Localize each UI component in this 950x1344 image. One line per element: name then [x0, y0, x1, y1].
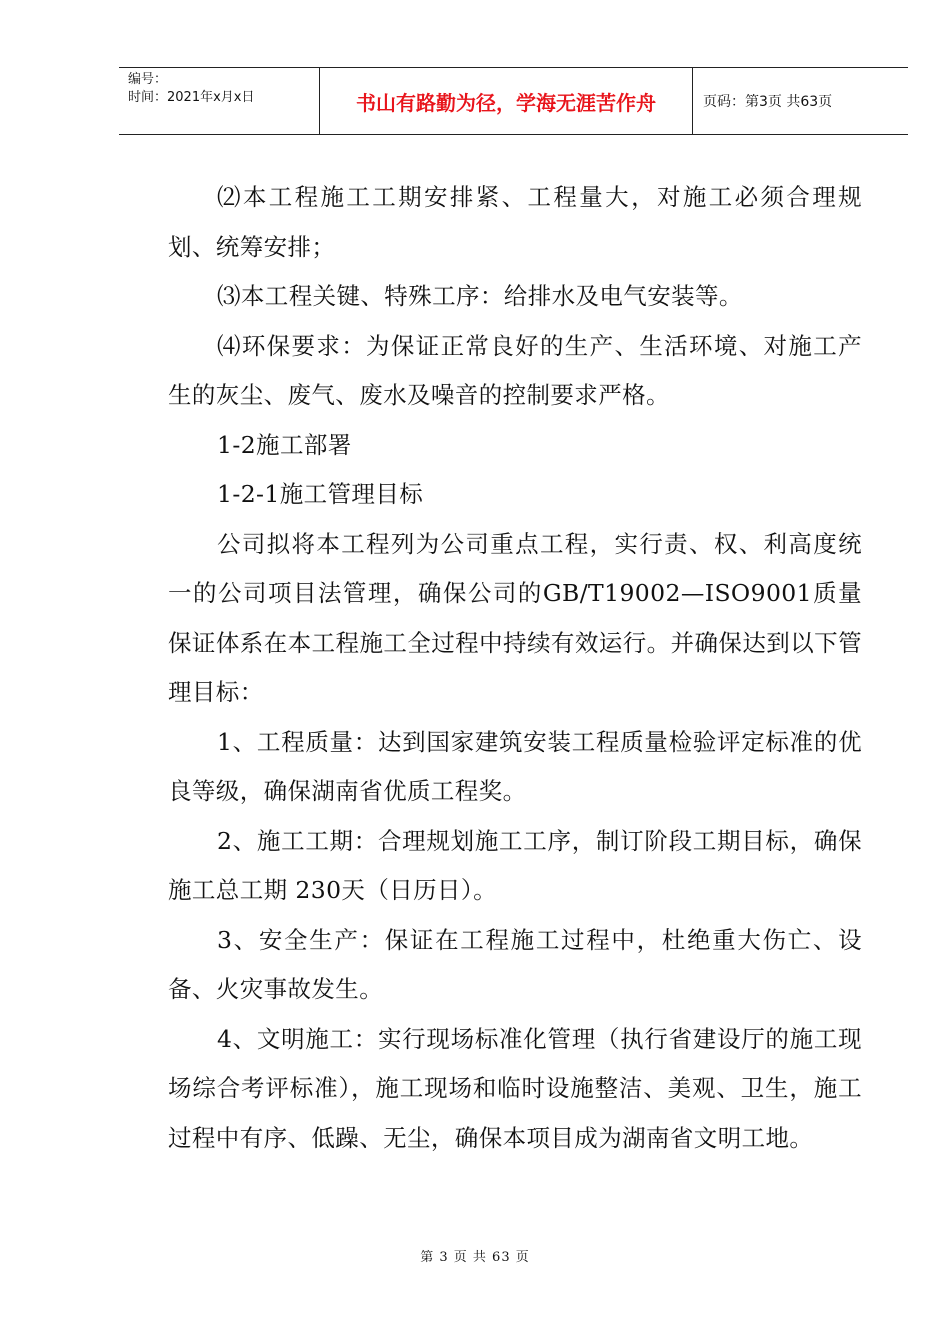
paragraph-key-processes: ⑶本工程关键、特殊工序：给排水及电气安装等。: [217, 282, 743, 310]
goal-schedule: 2、施工工期：合理规划施工工序，制订阶段工期目标，确保施工总工期 230天（日历日）。: [168, 826, 862, 904]
paragraph-construction-period: ⑵本工程施工工期安排紧、工程量大，对施工必须合理规划、统筹安排；: [168, 183, 862, 261]
document-header: [119, 67, 908, 135]
page-footer: 第 3 页 共 63 页: [420, 1250, 530, 1265]
goal-quality: 1、工程质量：达到国家建筑安装工程质量检验评定标准的优良等级，确保湖南省优质工程奖。: [168, 727, 862, 805]
header-number-label: 编号：: [128, 72, 168, 87]
paragraph-project-management: 公司拟将本工程列为公司重点工程，实行责、权、利高度统一的公司项目法管理，确保公司的GB/T19002—ISO9001质量保证体系在本工程施工全过程中持续有效运行。并确保达到以下管理目标：: [168, 529, 862, 706]
header-meta: [119, 68, 320, 134]
paragraph-environmental-requirements: ⑷环保要求：为保证正常良好的生产、生活环境、对施工产生的灰尘、废气、废水及噪音的控制要求严格。: [168, 331, 862, 409]
header-page-label: 页码：第3页 共63页: [703, 94, 833, 110]
goal-civilized-construction: 4、文明施工：实行现场标准化管理（执行省建设厅的施工现场综合考评标准），施工现场和临时设施整洁、美观、卫生，施工过程中有序、低躁、无尘，确保本项目成为湖南省文明工地。: [168, 1024, 862, 1152]
subsection-heading-management-goals: 1-2-1施工管理目标: [217, 480, 424, 508]
header-time-label: 时间：2021年x月x日: [128, 90, 255, 105]
section-heading-deployment: 1-2施工部署: [217, 430, 352, 459]
goal-safety: 3、安全生产：保证在工程施工过程中，杜绝重大伤亡、设备、火灾事故发生。: [168, 925, 862, 1003]
document-body: [168, 173, 862, 1163]
header-motto: 书山有路勤为径，学海无涯苦作舟: [320, 68, 693, 134]
